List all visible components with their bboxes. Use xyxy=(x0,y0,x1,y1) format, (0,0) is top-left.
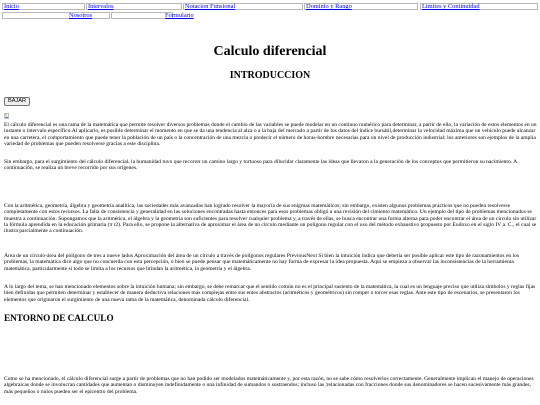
nav-cell-intervalos xyxy=(86,3,182,10)
broken-image-icon xyxy=(4,113,9,119)
entorno-paragraph: Como se ha mencionado, el cálculo diferencial surge a partir de problemas que no han podido ser modelados matemáticamente y, por esta razón, no se sabe cómo resolverlos correctamente. Generalmente implican el manejo de operaciones algebraicas donde se involucran cantidades que aumentan o disminuyen indefinidamente o una infinidad de sumandos o sustraendos; incluso las ¦relacionadas con fracciones donde sus denominadores se hacen sucesivamente más grandes, más pequeños o nulos pueden ser el epicentro del problema. xyxy=(4,376,534,395)
nav-link-notacion-funsional[interactable]: Notacion Funsional xyxy=(185,3,236,10)
nav-cell-formulario xyxy=(111,12,194,19)
nav-link-intervalos[interactable]: Intervalos xyxy=(88,3,114,10)
page-subtitle: INTRODUCCION xyxy=(229,70,311,81)
nav-link-nosotros[interactable]: Nosotros xyxy=(69,12,93,19)
nav-cell-inicio xyxy=(2,3,85,10)
page-title: Calculo diferencial xyxy=(213,44,327,59)
nav-cell-limites xyxy=(420,3,538,10)
nav-link-inicio[interactable]: Inicio xyxy=(4,3,19,10)
intuition-paragraph: A lo largo del tema, se han mencionado elementos sobre la intuición humana; sin embargo, se debe remarcar que el sentido común no es el principal sustento de la matemática, la cual es un lenguaje preciso que utiliza símbolos y reglas fijas bien definidas que permiten determinar y establecer de manera deductiva relaciones más complejas entre sus entes abstractos (aritméticos y geométricos) sin romper o torcer esas reglas. Ante este tipo de escenarios, se presentaron los elementos que originaron el surgimiento de una nueva rama de la matemática, denominada cálculo diferencial. xyxy=(4,284,536,303)
nav-cell-nosotros xyxy=(2,12,110,19)
nav-cell-dominio xyxy=(304,3,418,10)
origins-paragraph: Sin embargo, para el surgimiento del cálculo diferencial, la humanidad tuvo que recorrer un camino largo y tortuoso para dilucidar claramente las ideas que llevaron a la generación de los conceptos que permitieron su nacimiento. A continuación, se realiza un breve recorrido por sus orígenes. xyxy=(4,159,517,172)
nav-link-dominio-rango[interactable]: Dominio y Rango xyxy=(306,3,352,10)
nav-link-formulario[interactable]: Formulario xyxy=(165,12,194,19)
circle-area-paragraph: Área de un círculo-área del polígono de tres a nueve lados Aproximación del área de un círculo a través de polígonos regulares PreviousNext Si bien la intuición indica que debería ser posible aplicar este tipo de razonamientos en los problemas, la matemática dice algo que no concuerda con esta percepción, o bien se puede pensar que matemáticamente no hay forma de expresar la idea propuesta. Aquí se empieza a observar las inconsistencias de la herramienta matemática, particularmente si todo se limita a los recursos que brindan la aritmética, la geometría y el álgebra. xyxy=(4,253,520,272)
nav-cell-notacion xyxy=(183,3,303,10)
arithmetic-paragraph: Con la aritmética, geometría, álgebra y geometría analítica, las sociedades más avanzadas han logrado resolver la mayoría de sus enigmas matemáticos; sin embargo, existen algunos problemas prácticos que no pueden resolverse completamente con estos recursos. La falta de consistencia y generalidad en las soluciones encontradas hasta entonces para esos problemas obligó a una revisión del cimiento matemático. Un ejemplo del tipo de problemas mencionados se muestra a continuación. Supongamos que la aritmética, el álgebra y la geometría son suficientes para resolver cualquier problema y, a través de ellas, se busca encontrar una forma alterna para poder encontrar el área de un círculo sin utilizar la fórmula aprendida en la educación primaria (π r2). Para ello, se propone la alternativa de aproximar el área de un círculo mediante un polígono regular con el uso del método exhaustivo propuesto por Eudoxo en el siglo IV a. C., el cual se ilustra parcialmente a continuación. xyxy=(4,203,537,235)
nav-link-limites-continuidad[interactable]: Limites y Continuidad xyxy=(422,3,480,10)
section-heading-entorno: ENTORNO DE CALCULO xyxy=(4,313,114,323)
bajar-button[interactable]: BAJAR xyxy=(4,97,30,106)
intro-paragraph: El cálculo diferencial es una rama de la matemática que permite resolver diversos problemas donde el cambio de las variables se puede modelar en un continuo numérico para determinar, a partir de ello, la variación de estos elementos en un instante o intervalo específico.Al aplicarlo, es posible determinar el momento en que se da una tendencia al alza o a la baja del mercado a partir de los datos del índice bursátil,determinar la velocidad máxima que un vehículo puede alcanzar en una carretera, el comportamiento que puede tener la población de un país o la concentración de una mezcla o predecir el número de horas-hombre necesarias para un nivel de producción industrial; los anteriores son ejemplos de la amplia variedad de problemas que pueden resolverse gracias a este disciplina. xyxy=(4,122,537,148)
